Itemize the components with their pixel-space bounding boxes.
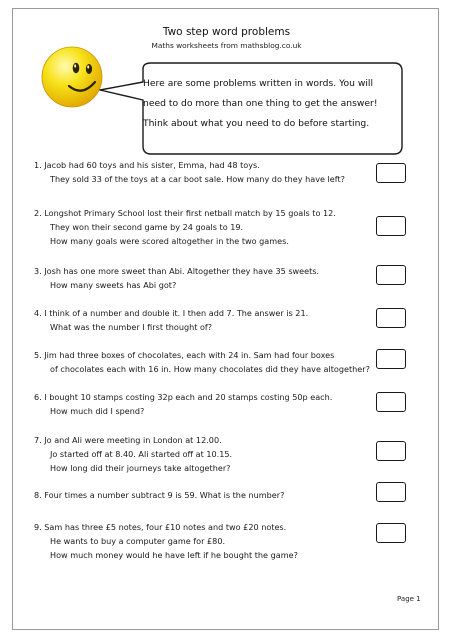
question-text: He wants to buy a computer game for £80. — [50, 536, 226, 546]
answer-box-7[interactable] — [376, 441, 406, 461]
question-text: 9. Sam has three £5 notes, four £10 notes and two £20 notes. — [34, 522, 287, 532]
bubble-line: Here are some problems written in words. You will — [143, 78, 374, 89]
question-4 — [34, 306, 369, 334]
question-text: Jo started off at 8.40. Ali started off at 10.15. — [50, 449, 233, 459]
answer-box-8[interactable] — [376, 482, 406, 502]
question-text: 2. Longshot Primary School lost their first netball match by 15 goals to 12. — [34, 208, 336, 218]
bubble-line: need to do more than one thing to get the answer! — [143, 98, 378, 109]
answer-box-1[interactable] — [376, 163, 406, 183]
page-title: Two step word problems — [162, 26, 291, 38]
answer-box-4[interactable] — [376, 308, 406, 328]
question-2 — [34, 206, 369, 248]
question-1 — [34, 158, 369, 186]
question-text: of chocolates each with 16 in. How many chocolates did they have altogether? — [50, 364, 370, 374]
question-text: They sold 33 of the toys at a car boot sale. How many do they have left? — [50, 174, 345, 184]
answer-box-5[interactable] — [376, 349, 406, 369]
question-text: How many goals were scored altogether in the two games. — [50, 236, 289, 246]
question-text: 7. Jo and Ali were meeting in London at 12.00. — [34, 435, 222, 445]
answer-box-6[interactable] — [376, 392, 406, 412]
answer-box-9[interactable] — [376, 523, 406, 543]
question-text: 4. I think of a number and double it. I then add 7. The answer is 21. — [34, 308, 309, 318]
answer-box-3[interactable] — [376, 265, 406, 285]
question-text: How long did their journeys take altogether? — [50, 463, 231, 473]
speech-bubble-text — [143, 74, 399, 134]
question-text: 5. Jim had three boxes of chocolates, each with 24 in. Sam had four boxes — [34, 350, 335, 360]
page-subtitle: Maths worksheets from mathsblog.co.uk — [151, 41, 302, 50]
question-text: What was the number I first thought of? — [50, 322, 213, 332]
question-text: 1. Jacob had 60 toys and his sister, Emma, had 48 toys. — [34, 160, 260, 170]
question-3 — [34, 264, 369, 292]
question-text: How much did I spend? — [50, 406, 145, 416]
page-number: Page 1 — [397, 595, 421, 603]
bubble-line: Think about what you need to do before starting. — [143, 118, 370, 129]
question-text: 8. Four times a number subtract 9 is 59. What is the number? — [34, 490, 285, 500]
question-5 — [34, 348, 369, 376]
question-7 — [34, 433, 369, 475]
answer-box-2[interactable] — [376, 216, 406, 236]
question-8 — [34, 488, 369, 502]
question-text: 6. I bought 10 stamps costing 32p each and 20 stamps costing 50p each. — [34, 392, 333, 402]
question-text: 3. Josh has one more sweet than Abi. Altogether they have 35 sweets. — [34, 266, 320, 276]
question-6 — [34, 390, 369, 418]
question-text: How much money would he have left if he bought the game? — [50, 550, 298, 560]
question-text: How many sweets has Abi got? — [50, 280, 177, 290]
question-9 — [34, 520, 369, 562]
question-text: They won their second game by 24 goals to 19. — [50, 222, 244, 232]
